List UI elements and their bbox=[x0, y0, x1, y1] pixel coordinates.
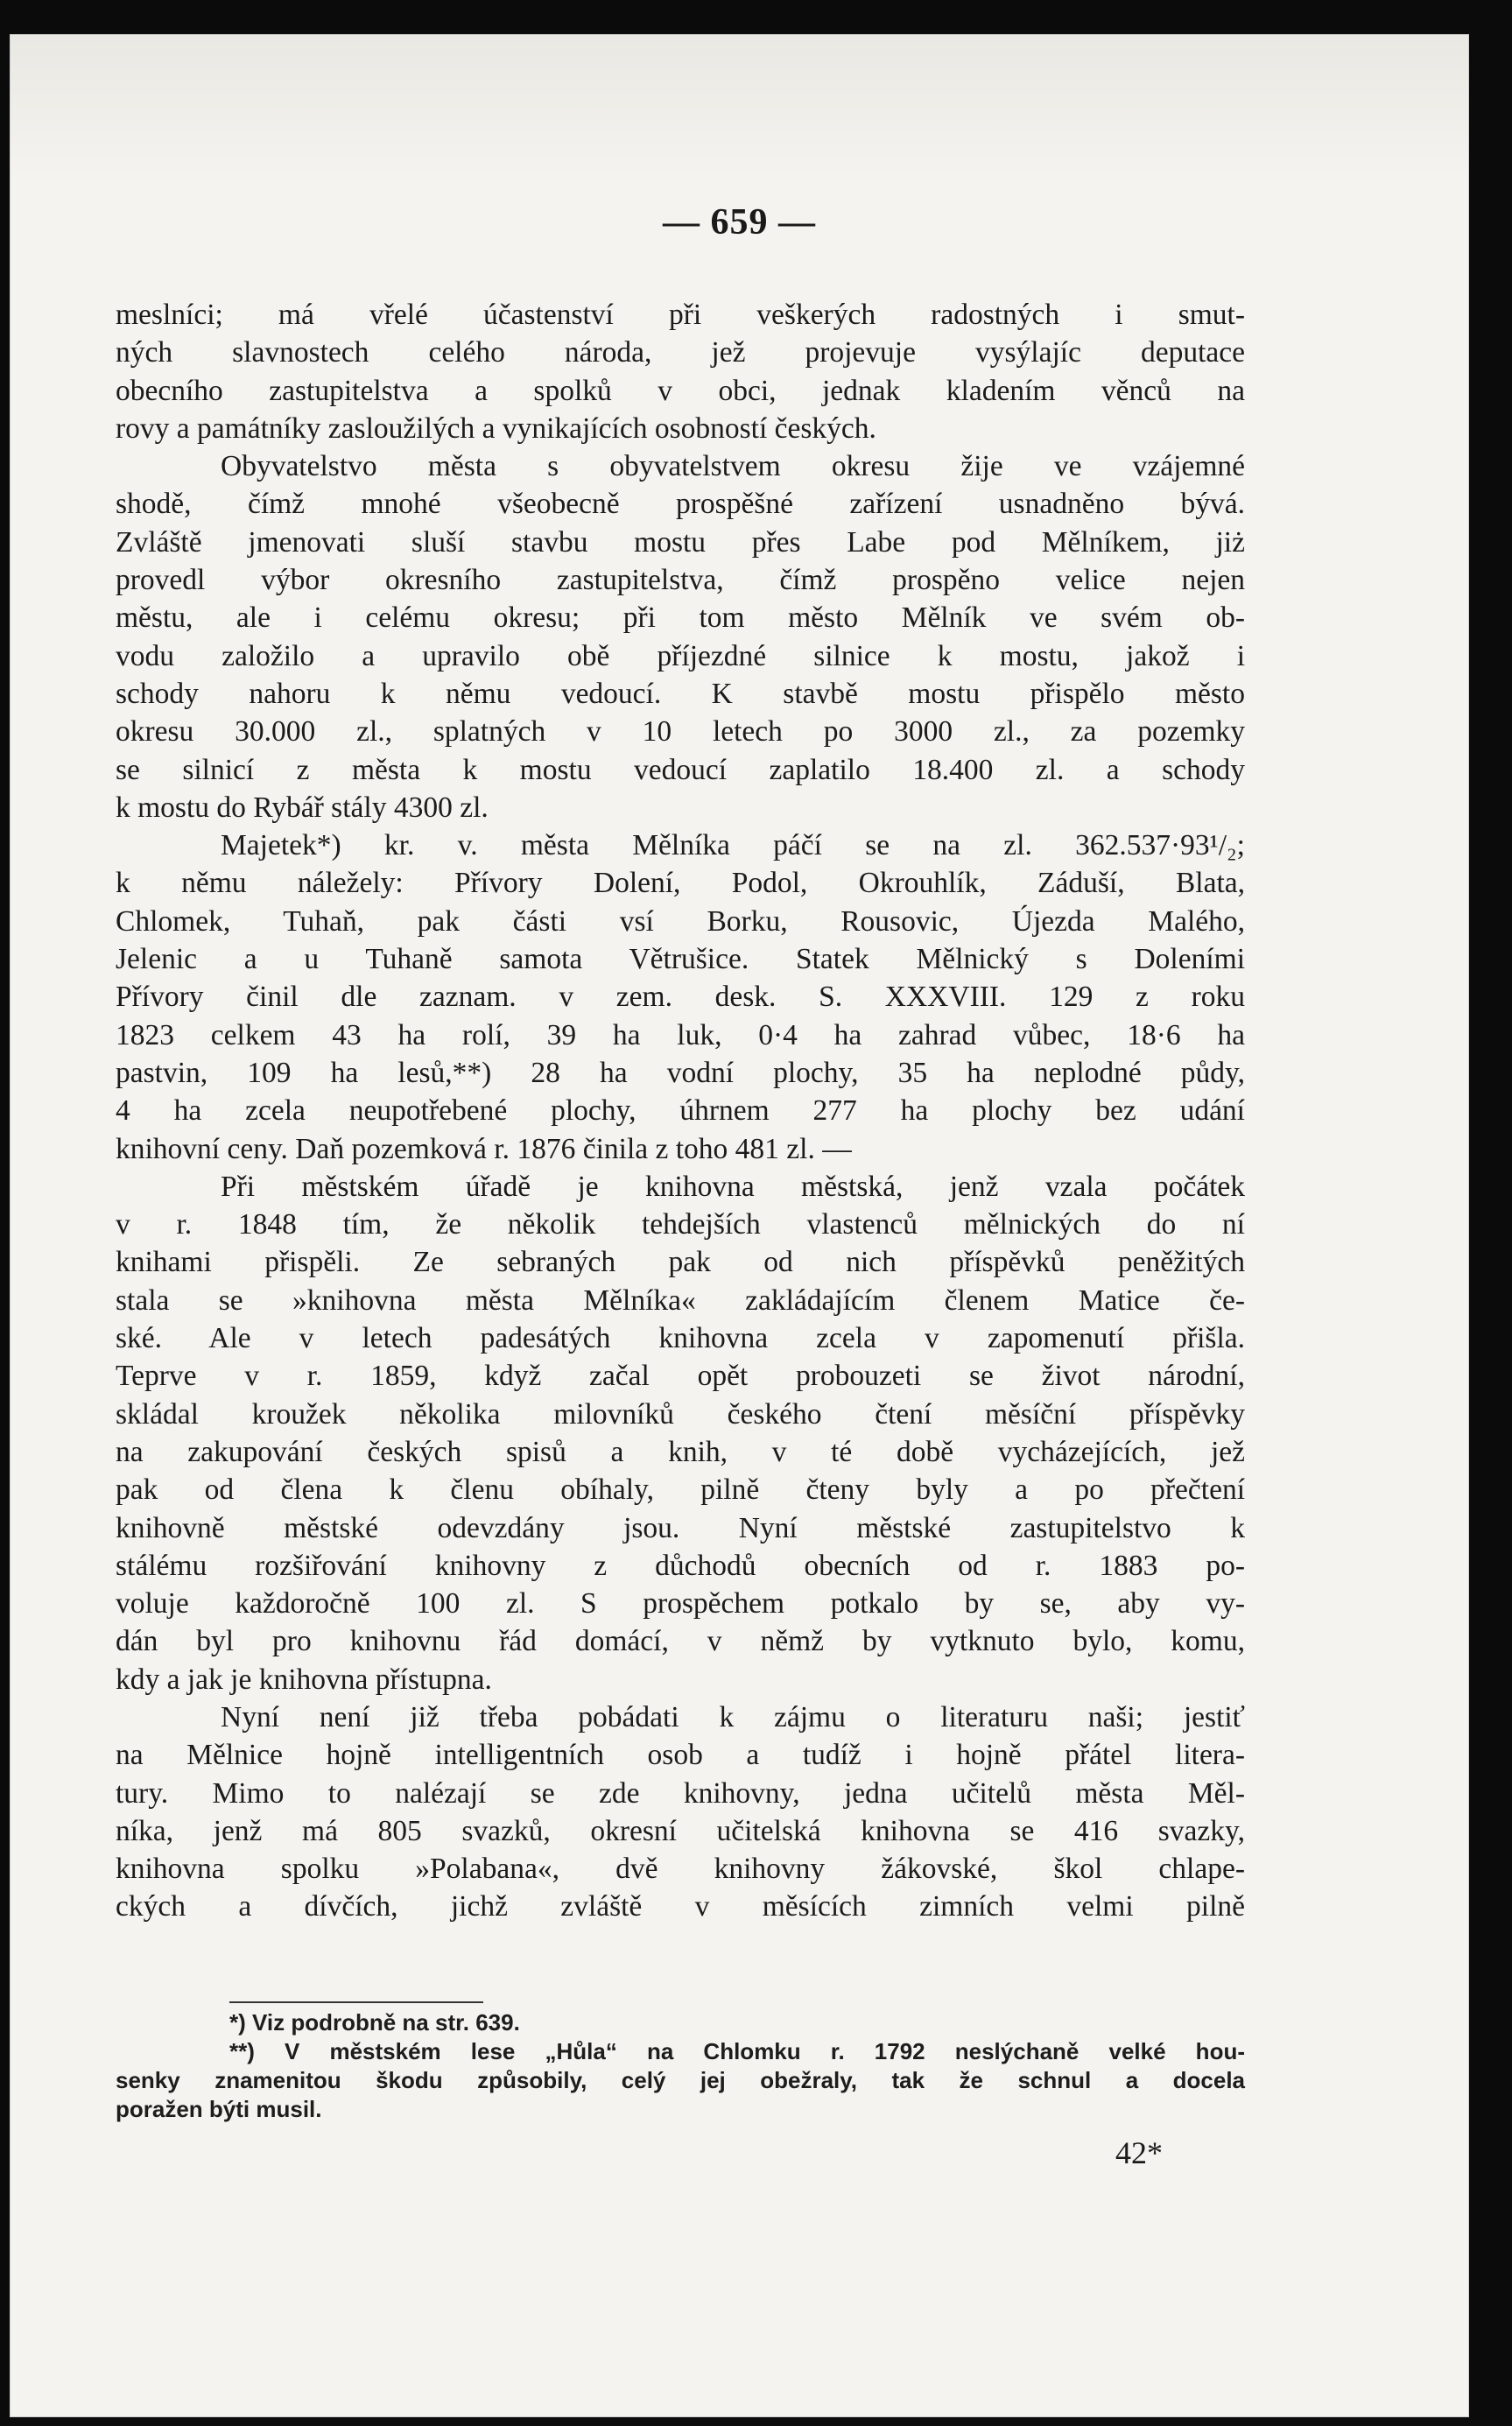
text-line: ných slavnostech celého národa, jež projevuje vysýlajíc deputace bbox=[116, 336, 1245, 369]
text-line: Chlomek, Tuhaň, pak části vsí Borku, Rousovic, Újezda Malého, bbox=[116, 904, 1245, 938]
text-line: kdy a jak je knihovna přístupna. bbox=[116, 1663, 492, 1696]
text-line: Přívory činil dle zaznam. v zem. desk. S. XXXVIII. 129 z roku bbox=[116, 981, 1245, 1014]
text-line: Při městském úřadě je knihovna městská, jenž vzala počátek bbox=[221, 1170, 1245, 1203]
text-line: k mostu do Rybář stály 4300 zl. bbox=[116, 791, 489, 824]
text-line: vodu založilo a upravilo obě příjezdné silnice k mostu, jakož i bbox=[116, 639, 1245, 672]
text-line: obecního zastupitelstva a spolků v obci, jednak kladením věnců na bbox=[116, 374, 1245, 407]
footnotes bbox=[116, 2008, 1245, 2124]
text-line: ské. Ale v letech padesátých knihovna zcela v zapomenutí přišla. bbox=[116, 1322, 1245, 1355]
text-line: rovy a památníky zasloužilých a vynikajících osobností českých. bbox=[116, 411, 876, 445]
text-line: 4 ha zcela neupotřebené plochy, úhrnem 277 ha plochy bez udání bbox=[116, 1094, 1245, 1128]
page-shading bbox=[11, 35, 1468, 175]
text-line: knihovna spolku »Polabana«, dvě knihovny žákovské, škol chlape- bbox=[116, 1853, 1245, 1886]
text-line: stala se »knihovna města Mělníka« zakládajícím členem Matice če- bbox=[116, 1283, 1245, 1317]
text-line: ckých a dívčích, jichž zvláště v měsících zimních velmi pilně bbox=[116, 1890, 1245, 1923]
text-line: níka, jenž má 805 svazků, okresní učitelská knihovna se 416 svazky, bbox=[116, 1814, 1245, 1847]
text-line: v r. 1848 tím, že několik tehdejších vlastenců mělnických do ní bbox=[116, 1208, 1245, 1241]
text-line: Zvláště jmenovati sluší stavbu mostu přes Labe pod Mělníkem, jiż bbox=[116, 525, 1245, 559]
footnote-line: **) V městském lese „Hůla“ na Chlomku r. 1792 neslýchaně velké hou- bbox=[229, 2038, 1245, 2064]
text-line: městu, ale i celému okresu; při tom město Mělník ve svém ob- bbox=[116, 601, 1245, 635]
page-number: — 659 — bbox=[663, 202, 816, 243]
body-text bbox=[116, 296, 1245, 1926]
text-line: Teprve v r. 1859, když začal opět probouzeti se život národní, bbox=[116, 1360, 1245, 1393]
text-line: skládal kroužek několika milovníků českého čtení měsíční příspěvky bbox=[116, 1397, 1245, 1431]
text-line: na Mělnice hojně intelligentních osob a tudíž i hojně přátel litera- bbox=[116, 1739, 1245, 1772]
text-line: knihami přispěli. Ze sebraných pak od nich příspěvků peněžitých bbox=[116, 1246, 1245, 1279]
book-page bbox=[11, 35, 1468, 2416]
text-line: 1823 celkem 43 ha rolí, 39 ha luk, 0·4 ha zahrad vůbec, 18·6 ha bbox=[116, 1018, 1245, 1051]
printer-signature: 42* bbox=[1115, 2135, 1163, 2170]
text-line: Majetek*) kr. v. města Mělníka páčí se na zl. 362.537·93¹/₂; bbox=[221, 829, 1245, 862]
text-line: knihovní ceny. Daň pozemková r. 1876 činila z toho 481 zl. — bbox=[116, 1132, 852, 1165]
text-line: dán byl pro knihovnu řád domácí, v němž by vytknuto bylo, komu, bbox=[116, 1625, 1245, 1658]
text-line: se silnicí z města k mostu vedoucí zaplatilo 18.400 zl. a schody bbox=[116, 753, 1245, 786]
text-line: okresu 30.000 zl., splatných v 10 letech po 3000 zl., za pozemky bbox=[116, 715, 1245, 749]
text-line: voluje každoročně 100 zl. S prospěchem potkalo by se, aby vy- bbox=[116, 1587, 1245, 1621]
text-line: schody nahoru k němu vedoucí. K stavbě mostu přispělo město bbox=[116, 677, 1245, 710]
text-line: tury. Mimo to nalézají se zde knihovny, jedna učitelů města Měl- bbox=[116, 1776, 1245, 1810]
text-line: stálému rozšiřování knihovny z důchodů obecních od r. 1883 po- bbox=[116, 1549, 1245, 1582]
text-line: shodě, čímž mnohé všeobecně prospěšné zařízení usnadněno bývá. bbox=[116, 488, 1245, 521]
text-line: pak od člena k členu obíhaly, pilně čteny byly a po přečtení bbox=[116, 1473, 1245, 1507]
text-line: na zakupování českých spisů a knih, v té době vycházejících, jež bbox=[116, 1435, 1245, 1468]
text-line: k němu náležely: Přívory Dolení, Podol, Okrouhlík, Záduší, Blata, bbox=[116, 867, 1245, 900]
footnote-rule bbox=[229, 2001, 483, 2003]
text-line: pastvin, 109 ha lesů,**) 28 ha vodní plochy, 35 ha neplodné půdy, bbox=[116, 1056, 1245, 1089]
text-line: provedl výbor okresního zastupitelstva, čímž prospěno velice nejen bbox=[116, 564, 1245, 597]
text-line: Jelenic a u Tuhaně samota Větrušice. Statek Mělnický s Doleními bbox=[116, 943, 1245, 976]
footnote-line: *) Viz podrobně na str. 639. bbox=[229, 2009, 520, 2036]
text-line: Nyní není již třeba pobádati k zájmu o literaturu naši; jestiť bbox=[221, 1700, 1245, 1733]
footnote-line: senky znamenitou škodu způsobily, celý jej obežraly, tak že schnul a docela bbox=[116, 2067, 1245, 2093]
text-line: Obyvatelstvo města s obyvatelstvem okresu žije ve vzájemné bbox=[221, 450, 1245, 483]
text-line: knihovně městské odevzdány jsou. Nyní městské zastupitelstvo k bbox=[116, 1511, 1245, 1544]
footnote-line: poražen býti musil. bbox=[116, 2096, 322, 2122]
text-line: meslníci; má vřelé účastenství při veškerých radostných i smut- bbox=[116, 299, 1245, 331]
